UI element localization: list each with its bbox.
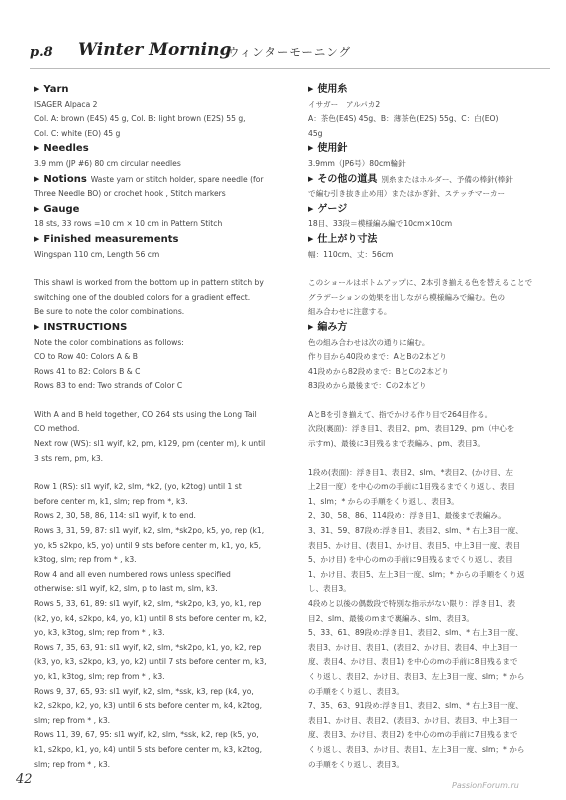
gauge-heading: ▶ Gauge <box>34 203 80 215</box>
row-line-jp: 2、30、58、86、114段め：浮き目1、最後まで表編み。 <box>308 511 506 521</box>
row-line-jp: 目2、slm、最後のmまで裏編み、slm、表目3。 <box>308 613 474 623</box>
row-line: otherwise: sl1 wyif, k2, slm, p to last m, slm, k3. <box>34 584 218 594</box>
page-number: 42 <box>16 772 33 787</box>
intro-line-jp: グラデーションの効果を出しながら模様編みで編む。色の <box>308 292 506 302</box>
row-line: before center m, k1, slm; rep from *, k3. <box>34 496 188 506</box>
row-line-jp: 1段め(表面)：浮き目1、表目2、slm、*表目2、(かけ目、左 <box>308 467 513 477</box>
instructions-line: Rows 83 to end: Two strands of Color C <box>34 381 183 391</box>
row-line-jp: 度、表目3、かけ目、表目2) を中心のmの手前に7目残るまで <box>308 730 518 740</box>
cast-on-line-jp: 示すm)、最後に3目残るまで表編み、pm、表目3。 <box>308 439 485 449</box>
instructions-heading: ▶ INSTRUCTIONS <box>34 321 128 333</box>
triangle-icon: ▶ <box>34 322 40 331</box>
notions-heading: Notions <box>43 173 87 185</box>
gauge-heading-jp: ▶ ゲージ <box>308 203 348 215</box>
row-line: (k2, yo, k4, s2kpo, k4, yo, k1) until 8 sts before center m, k2, <box>34 613 267 623</box>
row-line: yo, k3, k3tog, slm; rep from * , k3. <box>34 628 165 638</box>
intro-line: This shawl is worked from the bottom up in pattern stitch by <box>34 278 264 288</box>
method-heading-jp: ▶ 編み方 <box>308 321 348 333</box>
yarn-heading: ▶ Yarn <box>34 84 69 95</box>
row-line-jp: 度、表目4、かけ目、表目1) を中心のmの手前に8目残るまで <box>308 657 518 667</box>
finished-heading-jp: ▶ 仕上がり寸法 <box>308 233 378 245</box>
row-line: k3tog, slm; rep from * , k3. <box>34 555 137 565</box>
gauge-line-jp: 18目、33段＝模様編み編で10cm×10cm <box>308 219 453 229</box>
row-line: Rows 2, 30, 58, 86, 114: sl1 wyif, k to end. <box>34 511 196 521</box>
page-label: p.8 <box>30 45 53 60</box>
intro-line: Be sure to note the color combinations. <box>34 307 185 317</box>
row-line: Rows 9, 37, 65, 93: sl1 wyif, k2, slm, *ssk, k3, rep (k4, yo, <box>34 686 254 696</box>
triangle-icon: ▶ <box>308 204 314 213</box>
row-line-jp: 4段めと以後の偶数段で特別な指示がない限り：浮き目1、表 <box>308 599 516 608</box>
needles-heading-jp: ▶ 使用針 <box>308 143 348 155</box>
row-line-jp: 表目1、かけ目、表目2、(表目3、かけ目、表目3、中上3目一 <box>308 715 518 725</box>
english-column <box>34 82 288 772</box>
cast-on-line: CO method. <box>34 424 80 434</box>
yarn-line: ISAGER Alpaca 2 <box>34 99 98 109</box>
row-line: Rows 3, 31, 59, 87: sl1 wyif, k2, slm, *sk2po, k5, yo, rep (k1, <box>34 526 265 536</box>
watermark: PassionForum.ru <box>452 781 519 790</box>
row-line: Rows 7, 35, 63, 91: sl1 wyif, k2, slm, *sk2po, k1, yo, k2, rep <box>34 642 262 652</box>
row-line: yo, k5 s2kpo, k5, yo) until 9 sts before center m, k1, yo, k5, <box>34 540 262 550</box>
row-line-jp: 5、かけ目) を中心のmの手前に9目残るまでくり返し、表目 <box>308 555 513 565</box>
gauge-line: 18 sts, 33 rows =10 cm × 10 cm in Pattern Stitch <box>34 219 223 229</box>
cast-on-line: With A and B held together, CO 264 sts using the Long Tail <box>34 409 257 419</box>
cast-on-line-jp: AとBを引き揃えて、指でかける作り目で264目作る。 <box>308 409 493 419</box>
method-line-jp: 83段めから最後まで：Cの2本どり <box>308 381 427 391</box>
yarn-line-jp: A：茶色(E4S) 45g、B：薄茶色(E2S) 55g、C：白(EO) <box>308 114 499 124</box>
row-line-jp: 表目5、かけ目、(表目1、かけ目、表目5、中上3目一度、表目 <box>308 540 521 550</box>
triangle-icon: ▶ <box>34 144 40 153</box>
triangle-icon: ▶ <box>34 204 40 213</box>
row-instructions-jp <box>308 466 556 772</box>
pattern-title-jp: ウィンターモーニング <box>228 45 352 59</box>
triangle-icon: ▶ <box>308 174 314 183</box>
row-line-jp: 7、35、63、91段め:浮き目1、表目2、slm、* 右上3目一度、 <box>308 701 523 711</box>
row-line-jp: 3、31、59、87段め:浮き目1、表目2、slm、* 右上3目一度、 <box>308 526 523 536</box>
cast-on-line-jp: 次段(裏面)：浮き目1、表目2、pm、表目129、pm（中心を <box>308 424 515 434</box>
instructions-line: Note the color combinations as follows: <box>34 337 184 347</box>
row-line-jp: し、表目3。 <box>308 584 351 594</box>
notions-row: ▶ Notions Waste yarn or stitch holder, spare needle (for <box>34 173 264 185</box>
row-line: (k3, yo, k3, s2kpo, k3, yo, k2) until 7 sts before center m, k3, <box>34 657 267 667</box>
triangle-icon: ▶ <box>308 234 314 243</box>
row-line-jp: くり返し、表目2、かけ目、表目3、左上3目一度、slm；* から <box>308 671 525 681</box>
yarn-heading-jp: ▶ 使用糸 <box>308 84 348 95</box>
finished-heading: ▶ Finished measurements <box>34 233 179 245</box>
row-instructions <box>34 480 288 772</box>
triangle-icon: ▶ <box>34 174 40 183</box>
row-line: Row 4 and all even numbered rows unless specified <box>34 569 231 579</box>
triangle-icon: ▶ <box>308 85 314 93</box>
yarn-line-jp: 45g <box>308 128 323 138</box>
intro-line: switching one of the doubled colors for a gradient effect. <box>34 292 251 302</box>
tools-line-jp: で編む引き抜き止め用）またはかぎ針、ステッチマーカー <box>308 189 506 199</box>
method-line-jp: 41段めから82段めまで：BとCの2本どり <box>308 366 449 376</box>
triangle-icon: ▶ <box>308 144 314 153</box>
row-line: slm; rep from * , k3. <box>34 759 111 769</box>
cast-on-line: Next row (WS): sl1 wyif, k2, pm, k129, pm (center m), k until <box>34 439 266 449</box>
needles-line: 3.9 mm (JP #6) 80 cm circular needles <box>34 158 181 168</box>
row-line-jp: 表目3、かけ目、表目1、(表目2、かけ目、表目4、中上3目一 <box>308 642 518 652</box>
row-line: Rows 11, 39, 67, 95: sl1 wyif, k2, slm, *ssk, k2, rep (k5, yo, <box>34 730 259 740</box>
method-line-jp: 作り目から40段めまで：AとBの2本どり <box>308 352 447 362</box>
row-line-jp: 上2目一度）を中心のmの手前に1目残るまでくり返し、表目 <box>308 482 515 492</box>
cast-on-line: 3 sts rem, pm, k3. <box>34 453 104 463</box>
yarn-line: Col. A: brown (E4S) 45 g, Col. B: light brown (E2S) 55 g, <box>34 114 246 124</box>
row-line-jp: の手順をくり返し、表目3。 <box>308 686 404 696</box>
header-rule <box>30 68 550 69</box>
finished-line: Wingspan 110 cm, Length 56 cm <box>34 249 160 259</box>
instructions-line: CO to Row 40: Colors A & B <box>34 352 138 362</box>
finished-line-jp: 幅：110cm、丈：56cm <box>308 249 394 259</box>
triangle-icon: ▶ <box>308 322 314 331</box>
triangle-icon: ▶ <box>34 234 40 243</box>
notions-line: Three Needle BO) or crochet hook , Stitch markers <box>34 189 226 199</box>
row-line: slm; rep from * , k3. <box>34 715 111 725</box>
method-line-jp: 色の組み合わせは次の通りに編む。 <box>308 337 430 347</box>
row-line-jp: くり返し、表目3、かけ目、表目1、左上3目一度、slm；* から <box>308 744 525 754</box>
row-line-jp: 5、33、61、89段め:浮き目1、表目2、slm、* 右上3目一度、 <box>308 628 523 638</box>
needles-heading: ▶ Needles <box>34 143 89 155</box>
row-line-jp: 1、かけ目、表目5、左上3目一度、slm；* からの手順をくり返 <box>308 569 525 579</box>
intro-line-jp: このショールはボトムアップに、2本引き揃える色を替えることで <box>308 278 533 288</box>
tools-heading-jp: その他の道具 <box>317 173 378 185</box>
pattern-title: Winter Morning <box>78 40 232 60</box>
tools-row-jp: ▶ その他の道具 別糸またはホルダー、予備の棒針(棒針 <box>308 173 513 185</box>
row-line-jp: の手順をくり返し、表目3。 <box>308 759 404 769</box>
row-line: yo, k1, k3tog, slm; rep from * , k3. <box>34 671 165 681</box>
yarn-line: Col. C: white (EO) 45 g <box>34 128 121 138</box>
intro-line-jp: 組み合わせに注意する。 <box>308 307 392 317</box>
row-line: k1, s2kpo, k1, yo, k4) until 5 sts before center m, k3, k2tog, <box>34 744 263 754</box>
needles-line-jp: 3.9mm（JP6号）80cm輪針 <box>308 158 406 168</box>
row-line-jp: 1、slm；* からの手順をくり返し、表目3。 <box>308 496 459 506</box>
yarn-line-jp: イサガー アルパカ2 <box>308 99 381 109</box>
row-line: Rows 5, 33, 61, 89: sl1 wyif, k2, slm, *sk2po, k3, yo, k1, rep <box>34 599 262 608</box>
row-line: k2, s2kpo, k2, yo, k3) until 6 sts before center m, k4, k2tog, <box>34 701 263 711</box>
instructions-line: Rows 41 to 82: Colors B & C <box>34 366 141 376</box>
japanese-column <box>308 82 556 772</box>
row-line: Row 1 (RS): sl1 wyif, k2, slm, *k2, (yo, k2tog) until 1 st <box>34 482 242 492</box>
triangle-icon: ▶ <box>34 85 40 93</box>
